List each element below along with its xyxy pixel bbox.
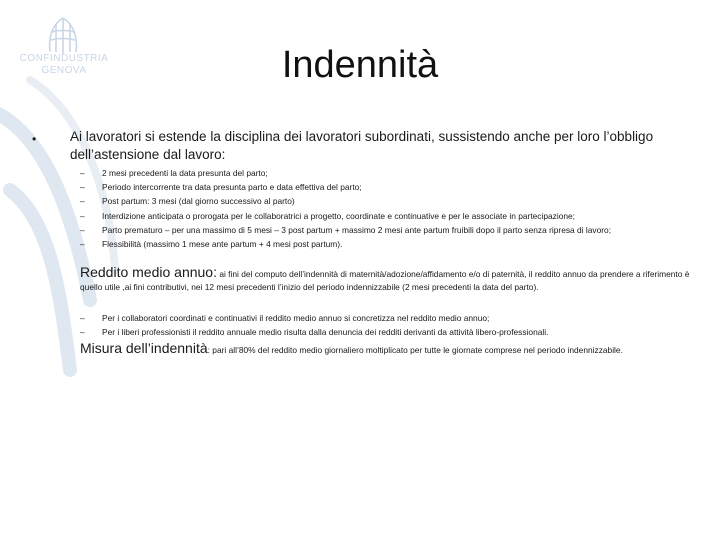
dash-marker: – bbox=[80, 239, 85, 250]
bullet-marker: • bbox=[32, 132, 37, 146]
reddito-text: ai fini del computo dell’indennità di maternità/adozione/affidamento e/o di paternità, il reddito annuo da prendere a riferimento è quello utile ,ai fini contributivi, nei 12 mesi precedenti l’inizio del periodo indennizzabile (2 mesi precedenti la data del parto). bbox=[80, 269, 690, 292]
dash-marker: – bbox=[80, 327, 85, 337]
dash-marker: – bbox=[80, 224, 85, 235]
reddito-list bbox=[80, 311, 700, 339]
misura-paragraph bbox=[80, 340, 710, 356]
list-item: – Post partum: 3 mesi (dal giorno successivo al parto) bbox=[80, 194, 700, 208]
dash-marker: – bbox=[80, 168, 85, 178]
logo-text-line2: GENOVA bbox=[41, 65, 87, 76]
dash-marker: – bbox=[80, 182, 85, 193]
reddito-heading: Reddito medio annuo: bbox=[80, 264, 217, 280]
intro-text: Ai lavoratori si estende la disciplina dei lavoratori subordinati, sussistendo anche per loro l’obbligo dell’astensione dal lavoro: bbox=[70, 129, 654, 162]
list-item: – Parto prematuro – per una massimo di 5 mesi – 3 post partum + massimo 2 mesi ante partum fruibili dopo il parto senza ripresa di lavoro; bbox=[80, 223, 700, 237]
list-item: – Flessibilità (massimo 1 mese ante partum + 4 mesi post partum). bbox=[80, 237, 700, 251]
slide-title: Indennità bbox=[281, 44, 439, 86]
dash-marker: – bbox=[80, 313, 85, 323]
logo-text-line1: CONFINDUSTRIA bbox=[19, 53, 109, 64]
leave-periods-list bbox=[80, 166, 700, 251]
reddito-paragraph bbox=[80, 266, 690, 293]
list-item: – Per i collaboratori coordinati e continuativi il reddito medio annuo si concretizza nel reddito medio annuo; bbox=[80, 313, 490, 323]
misura-text: : pari all’80% del reddito medio giornaliero moltiplicato per tutte le giornate comprese nel periodo indennizzabile. bbox=[207, 345, 623, 355]
list-item: – Per i liberi professionisti il reddito annuale medio risulta dalla denuncia dei redditi derivanti da attività libero-professionali. bbox=[80, 327, 549, 337]
misura-heading: Misura dell’indennità bbox=[80, 340, 208, 356]
list-item: – Interdizione anticipata o prorogata per le collaboratrici a progetto, coordinate e continuative e per le associate in partecipazione; bbox=[80, 209, 700, 223]
list-item: – 2 mesi precedenti la data presunta del parto; bbox=[80, 166, 700, 180]
dash-marker: – bbox=[80, 210, 85, 221]
list-item: – Periodo intercorrente tra data presunta parto e data effettiva del parto; bbox=[80, 180, 700, 194]
dash-marker: – bbox=[80, 196, 85, 207]
